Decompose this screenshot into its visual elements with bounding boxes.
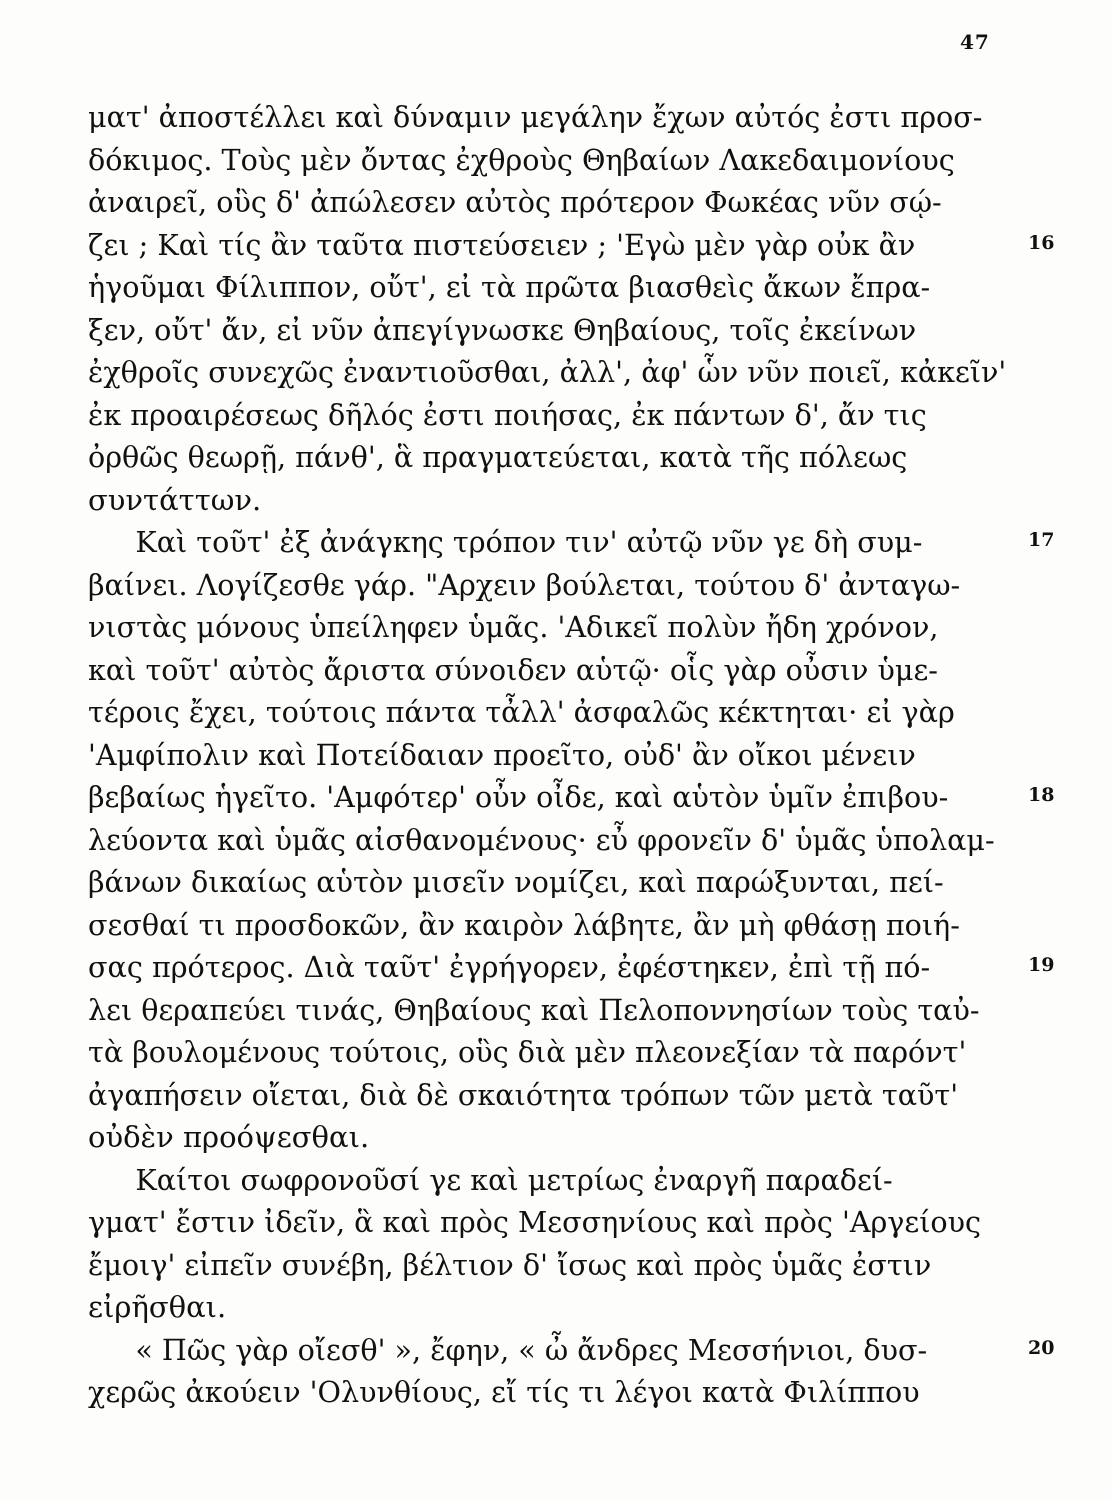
text-line: βαίνει. Λογίζεσθε γάρ. "Αρχειν βούλεται, τούτου δ' ἀνταγω- — [88, 567, 961, 602]
text-line: 'Αμφίπολιν καὶ Ποτείδαιαν προεῖτο, οὐδ' ἂν οἴκοι μένειν — [88, 737, 916, 772]
text-line: ἀναιρεῖ, οὓς δ' ἀπώλεσεν αὐτὸς πρότερον Φωκέας νῦν σῴ- — [88, 185, 942, 219]
text-line: συντάττων. — [88, 482, 262, 517]
page-number: 47 — [960, 30, 990, 54]
text-line: δόκιμος. Τοὺς μὲν ὄντας ἐχθροὺς Θηβαίων Λακεδαιμονίους — [88, 142, 955, 177]
text-line: καὶ τοῦτ' αὐτὸς ἄριστα σύνοιδεν αὑτῷ· οἷς γὰρ οὖσιν ὑμε- — [88, 652, 938, 687]
text-line: ζει ; Καὶ τίς ἂν ταῦτα πιστεύσειεν ; 'Εγὼ μὲν γὰρ οὐκ ἂν — [88, 227, 916, 262]
text-line: τὰ βουλομένους τούτοις, οὓς διὰ μὲν πλεονεξίαν τὰ παρόντ' — [88, 1035, 967, 1069]
text-line: βεβαίως ἡγεῖτο. 'Αμφότερ' οὖν οἶδε, καὶ αὑτὸν ὑμῖν ἐπιβου- — [88, 780, 949, 814]
text-line: Καίτοι σωφρονοῦσί γε καὶ μετρίως ἐναργῆ παραδεί- — [135, 1162, 893, 1197]
text-line: λεύοντα καὶ ὑμᾶς αἰσθανομένους· εὖ φρονεῖν δ' ὑμᾶς ὑπολαμ- — [88, 822, 995, 857]
text-line: λει θεραπεύει τινάς, Θηβαίους καὶ Πελοποννησίων τοὺς ταὐ- — [88, 992, 980, 1027]
text-line: εἰρῆσθαι. — [88, 1290, 227, 1324]
section-number: 19 — [1028, 954, 1055, 976]
section-number: 17 — [1028, 529, 1055, 551]
body-text — [88, 96, 1023, 1414]
text-line: ὀρθῶς θεωρῇ, πάνθ', ἃ πραγματεύεται, κατὰ τῆς πόλεως — [88, 440, 908, 474]
text-line: ξεν, οὔτ' ἄν, εἰ νῦν ἀπεγίγνωσκε Θηβαίους, τοῖς ἐκείνων — [88, 312, 917, 347]
section-number: 20 — [1028, 1336, 1055, 1359]
section-number: 18 — [1028, 784, 1055, 806]
text-line: γματ' ἔστιν ἰδεῖν, ἃ καὶ πρὸς Μεσσηνίους καὶ πρὸς 'Αργείους — [88, 1205, 982, 1239]
text-line: οὐδὲν προόψεσθαι. — [88, 1120, 370, 1154]
text-line: ματ' ἀποστέλλει καὶ δύναμιν μεγάλην ἔχων αὐτός ἐστι προσ- — [88, 100, 983, 134]
text-line: σας πρότερος. Διὰ ταῦτ' ἐγρήγορεν, ἐφέστηκεν, ἐπὶ τῇ πό- — [88, 950, 931, 984]
text-line: ἐκ προαιρέσεως δῆλός ἐστι ποιήσας, ἐκ πάντων δ', ἄν τις — [88, 397, 927, 432]
text-line: νιστὰς μόνους ὑπείληφεν ὑμᾶς. 'Αδικεῖ πολὺν ἤδη χρόνον, — [88, 610, 939, 644]
text-line: ἡγοῦμαι Φίλιππον, οὔτ', εἰ τὰ πρῶτα βιασθεὶς ἄκων ἔπρα- — [88, 270, 931, 304]
text-line: « Πῶς γὰρ οἴεσθ' », ἔφην, « ὦ ἄνδρες Μεσσήνιοι, δυσ- — [135, 1332, 928, 1367]
text-line: χερῶς ἀκούειν 'Ολυνθίους, εἴ τίς τι λέγοι κατὰ Φιλίππου — [88, 1375, 920, 1409]
text-line: Καὶ τοῦτ' ἐξ ἀνάγκης τρόπον τιν' αὐτῷ νῦν γε δὴ συμ- — [135, 525, 923, 559]
text-line: τέροις ἔχει, τούτοις πάντα τἆλλ' ἀσφαλῶς κέκτηται· εἰ γὰρ — [88, 695, 955, 729]
text-line: ἔμοιγ' εἰπεῖν συνέβη, βέλτιον δ' ἴσως καὶ πρὸς ὑμᾶς ἐστιν — [88, 1247, 932, 1282]
section-number: 16 — [1028, 231, 1055, 254]
text-line: σεσθαί τι προσδοκῶν, ἂν καιρὸν λάβητε, ἂν μὴ φθάσῃ ποιή- — [88, 907, 960, 942]
text-line: βάνων δικαίως αὑτὸν μισεῖν νομίζει, καὶ παρώξυνται, πεί- — [88, 865, 944, 899]
text-line: ἐχθροῖς συνεχῶς ἐναντιοῦσθαι, ἀλλ', ἀφ' ὧν νῦν ποιεῖ, κἀκεῖν' — [88, 355, 1007, 389]
text-line: ἀγαπήσειν οἴεται, διὰ δὲ σκαιότητα τρόπων τῶν μετὰ ταῦτ' — [88, 1077, 959, 1112]
